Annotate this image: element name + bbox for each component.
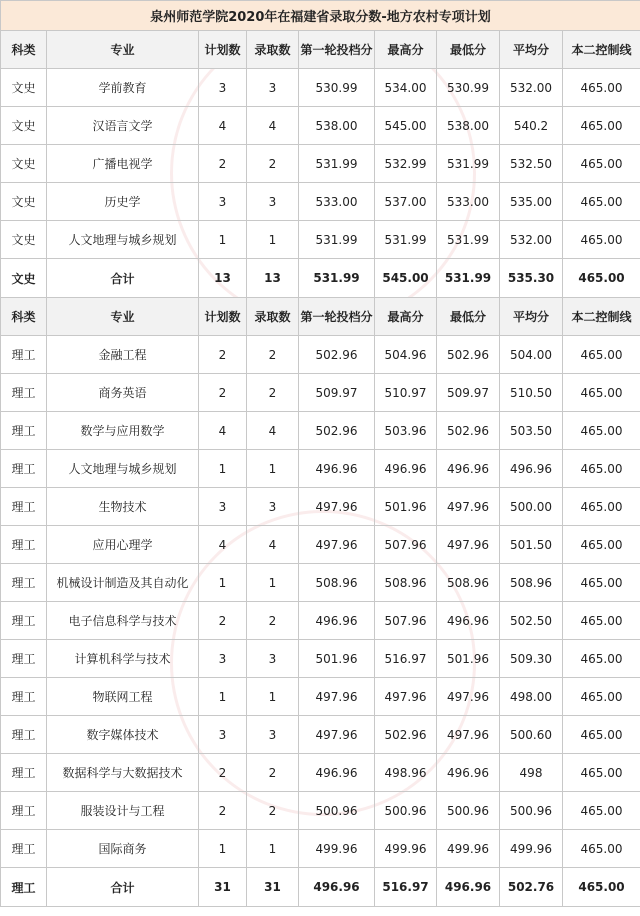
table-cell: 507.96 — [375, 526, 437, 564]
table-cell: 504.00 — [500, 336, 563, 374]
table-cell: 496.96 — [437, 602, 500, 640]
table-row — [1, 488, 640, 526]
table-cell: 510.97 — [375, 374, 437, 412]
table-cell: 497.96 — [299, 526, 375, 564]
table-row — [1, 678, 640, 716]
table-cell: 531.99 — [299, 259, 375, 298]
table-cell: 理工 — [1, 640, 47, 678]
table-cell: 535.30 — [500, 259, 563, 298]
table-cell: 1 — [199, 450, 247, 488]
table-cell: 496.96 — [375, 450, 437, 488]
table-cell: 465.00 — [563, 678, 640, 716]
table-cell: 理工 — [1, 488, 47, 526]
table-row — [1, 336, 640, 374]
table-cell: 496.96 — [299, 868, 375, 907]
table-cell: 497.96 — [437, 488, 500, 526]
table-cell: 504.96 — [375, 336, 437, 374]
table-cell: 文史 — [1, 221, 47, 259]
table-cell: 531.99 — [375, 221, 437, 259]
table-cell: 文史 — [1, 259, 47, 298]
table-cell: 理工 — [1, 336, 47, 374]
table-cell: 501.50 — [500, 526, 563, 564]
table-cell: 500.96 — [375, 792, 437, 830]
table-cell: 501.96 — [437, 640, 500, 678]
column-header: 最高分 — [375, 298, 437, 336]
table-cell: 人文地理与城乡规划 — [47, 221, 199, 259]
table-cell: 502.76 — [500, 868, 563, 907]
table-cell: 理工 — [1, 412, 47, 450]
header-row-ligong — [1, 298, 640, 336]
column-header: 最低分 — [437, 298, 500, 336]
table-row — [1, 602, 640, 640]
table-cell: 理工 — [1, 830, 47, 868]
table-cell: 465.00 — [563, 868, 640, 907]
table-cell: 2 — [199, 602, 247, 640]
table-cell: 1 — [199, 830, 247, 868]
table-cell: 465.00 — [563, 183, 640, 221]
table-cell: 理工 — [1, 450, 47, 488]
table-row — [1, 69, 640, 107]
table-cell: 465.00 — [563, 145, 640, 183]
table-cell: 31 — [199, 868, 247, 907]
table-cell: 509.97 — [299, 374, 375, 412]
table-cell: 498 — [500, 754, 563, 792]
table-cell: 31 — [247, 868, 299, 907]
table-cell: 531.99 — [437, 259, 500, 298]
table-cell: 2 — [199, 145, 247, 183]
table-cell: 1 — [199, 221, 247, 259]
table-cell: 496.96 — [500, 450, 563, 488]
table-cell: 502.96 — [375, 716, 437, 754]
table-cell: 531.99 — [437, 145, 500, 183]
table-row — [1, 792, 640, 830]
table-cell: 499.96 — [299, 830, 375, 868]
table-row — [1, 450, 640, 488]
table-cell: 465.00 — [563, 374, 640, 412]
table-cell: 3 — [199, 640, 247, 678]
table-cell: 465.00 — [563, 412, 640, 450]
table-cell: 538.00 — [299, 107, 375, 145]
table-cell: 商务英语 — [47, 374, 199, 412]
table-cell: 531.99 — [299, 145, 375, 183]
table-cell: 人文地理与城乡规划 — [47, 450, 199, 488]
table-cell: 465.00 — [563, 488, 640, 526]
table-cell: 465.00 — [563, 716, 640, 754]
table-row — [1, 145, 640, 183]
column-header: 科类 — [1, 298, 47, 336]
table-cell: 538.00 — [437, 107, 500, 145]
total-row-wenshi — [1, 259, 640, 298]
table-cell: 540.2 — [500, 107, 563, 145]
table-cell: 4 — [199, 412, 247, 450]
table-row — [1, 526, 640, 564]
table-cell: 502.96 — [437, 336, 500, 374]
table-cell: 应用心理学 — [47, 526, 199, 564]
table-cell: 465.00 — [563, 221, 640, 259]
table-cell: 509.30 — [500, 640, 563, 678]
table-cell: 465.00 — [563, 830, 640, 868]
table-cell: 3 — [247, 640, 299, 678]
table-cell: 508.96 — [375, 564, 437, 602]
table-cell: 500.00 — [500, 488, 563, 526]
table-cell: 4 — [199, 107, 247, 145]
table-row — [1, 754, 640, 792]
table-cell: 理工 — [1, 564, 47, 602]
table-row — [1, 716, 640, 754]
table-row — [1, 221, 640, 259]
table-cell: 2 — [247, 336, 299, 374]
table-cell: 499.96 — [500, 830, 563, 868]
table-cell: 1 — [247, 450, 299, 488]
table-cell: 合计 — [47, 868, 199, 907]
table-title-row — [1, 1, 640, 31]
table-row — [1, 830, 640, 868]
table-cell: 2 — [247, 792, 299, 830]
table-cell: 465.00 — [563, 792, 640, 830]
page-title: 泉州师范学院2020年在福建省录取分数-地方农村专项计划 — [1, 1, 640, 31]
table-cell: 数学与应用数学 — [47, 412, 199, 450]
column-header: 第一轮投档分 — [299, 298, 375, 336]
table-cell: 498.96 — [375, 754, 437, 792]
table-cell: 531.99 — [299, 221, 375, 259]
table-cell: 532.50 — [500, 145, 563, 183]
table-cell: 465.00 — [563, 450, 640, 488]
table-cell: 500.60 — [500, 716, 563, 754]
table-cell: 497.96 — [375, 678, 437, 716]
table-cell: 508.96 — [299, 564, 375, 602]
table-cell: 503.50 — [500, 412, 563, 450]
table-cell: 历史学 — [47, 183, 199, 221]
column-header: 计划数 — [199, 298, 247, 336]
table-cell: 500.96 — [437, 792, 500, 830]
table-cell: 理工 — [1, 374, 47, 412]
table-cell: 3 — [199, 716, 247, 754]
table-cell: 学前教育 — [47, 69, 199, 107]
table-cell: 499.96 — [437, 830, 500, 868]
table-cell: 532.00 — [500, 69, 563, 107]
table-cell: 496.96 — [437, 754, 500, 792]
table-cell: 电子信息科学与技术 — [47, 602, 199, 640]
table-cell: 理工 — [1, 754, 47, 792]
table-row — [1, 107, 640, 145]
table-cell: 508.96 — [437, 564, 500, 602]
table-cell: 理工 — [1, 678, 47, 716]
table-cell: 465.00 — [563, 259, 640, 298]
table-cell: 国际商务 — [47, 830, 199, 868]
column-header: 录取数 — [247, 298, 299, 336]
table-cell: 465.00 — [563, 526, 640, 564]
table-cell: 496.96 — [299, 754, 375, 792]
table-cell: 530.99 — [437, 69, 500, 107]
table-cell: 1 — [247, 564, 299, 602]
table-cell: 1 — [247, 221, 299, 259]
table-cell: 508.96 — [500, 564, 563, 602]
table-cell: 文史 — [1, 69, 47, 107]
table-cell: 501.96 — [299, 640, 375, 678]
table-cell: 4 — [247, 412, 299, 450]
table-cell: 534.00 — [375, 69, 437, 107]
table-cell: 文史 — [1, 145, 47, 183]
table-cell: 533.00 — [299, 183, 375, 221]
table-cell: 广播电视学 — [47, 145, 199, 183]
table-cell: 3 — [199, 69, 247, 107]
table-cell: 文史 — [1, 107, 47, 145]
column-header: 平均分 — [500, 31, 563, 69]
table-cell: 499.96 — [375, 830, 437, 868]
table-cell: 465.00 — [563, 69, 640, 107]
table-cell: 4 — [247, 526, 299, 564]
table-cell: 3 — [199, 488, 247, 526]
table-cell: 537.00 — [375, 183, 437, 221]
table-cell: 2 — [247, 374, 299, 412]
table-cell: 1 — [247, 830, 299, 868]
column-header: 平均分 — [500, 298, 563, 336]
header-row-wenshi — [1, 31, 640, 69]
table-cell: 1 — [199, 564, 247, 602]
table-cell: 数字媒体技术 — [47, 716, 199, 754]
table-cell: 3 — [247, 488, 299, 526]
table-cell: 496.96 — [437, 868, 500, 907]
table-cell: 3 — [247, 69, 299, 107]
table-cell: 545.00 — [375, 259, 437, 298]
table-cell: 509.97 — [437, 374, 500, 412]
table-cell: 516.97 — [375, 640, 437, 678]
column-header: 最低分 — [437, 31, 500, 69]
table-row — [1, 412, 640, 450]
table-cell: 机械设计制造及其自动化 — [47, 564, 199, 602]
column-header: 计划数 — [199, 31, 247, 69]
table-cell: 501.96 — [375, 488, 437, 526]
table-cell: 507.96 — [375, 602, 437, 640]
table-cell: 465.00 — [563, 640, 640, 678]
table-cell: 理工 — [1, 792, 47, 830]
column-header: 录取数 — [247, 31, 299, 69]
table-row — [1, 374, 640, 412]
column-header: 第一轮投档分 — [299, 31, 375, 69]
table-cell: 2 — [199, 754, 247, 792]
table-cell: 530.99 — [299, 69, 375, 107]
table-cell: 497.96 — [299, 716, 375, 754]
table-cell: 535.00 — [500, 183, 563, 221]
table-cell: 3 — [247, 183, 299, 221]
table-cell: 502.96 — [299, 412, 375, 450]
table-cell: 465.00 — [563, 754, 640, 792]
table-cell: 498.00 — [500, 678, 563, 716]
table-cell: 3 — [199, 183, 247, 221]
table-cell: 2 — [199, 792, 247, 830]
column-header: 本二控制线 — [563, 31, 640, 69]
table-cell: 503.96 — [375, 412, 437, 450]
table-cell: 2 — [247, 602, 299, 640]
table-cell: 532.99 — [375, 145, 437, 183]
table-cell: 1 — [199, 678, 247, 716]
table-cell: 理工 — [1, 602, 47, 640]
table-cell: 2 — [199, 336, 247, 374]
table-cell: 502.96 — [299, 336, 375, 374]
table-cell: 13 — [247, 259, 299, 298]
table-cell: 497.96 — [437, 526, 500, 564]
table-cell: 计算机科学与技术 — [47, 640, 199, 678]
column-header: 专业 — [47, 298, 199, 336]
table-cell: 生物技术 — [47, 488, 199, 526]
column-header: 科类 — [1, 31, 47, 69]
table-row — [1, 564, 640, 602]
table-cell: 理工 — [1, 716, 47, 754]
table-cell: 13 — [199, 259, 247, 298]
table-cell: 465.00 — [563, 336, 640, 374]
table-cell: 497.96 — [437, 678, 500, 716]
column-header: 本二控制线 — [563, 298, 640, 336]
table-cell: 496.96 — [437, 450, 500, 488]
table-cell: 533.00 — [437, 183, 500, 221]
table-cell: 510.50 — [500, 374, 563, 412]
table-cell: 497.96 — [299, 488, 375, 526]
table-cell: 2 — [199, 374, 247, 412]
table-row — [1, 183, 640, 221]
table-cell: 理工 — [1, 526, 47, 564]
table-cell: 516.97 — [375, 868, 437, 907]
table-cell: 文史 — [1, 183, 47, 221]
table-cell: 531.99 — [437, 221, 500, 259]
table-cell: 496.96 — [299, 450, 375, 488]
table-cell: 2 — [247, 145, 299, 183]
table-cell: 497.96 — [437, 716, 500, 754]
table-cell: 4 — [247, 107, 299, 145]
table-cell: 465.00 — [563, 564, 640, 602]
column-header: 专业 — [47, 31, 199, 69]
table-cell: 1 — [247, 678, 299, 716]
total-row-ligong — [1, 868, 640, 907]
table-cell: 物联网工程 — [47, 678, 199, 716]
table-row — [1, 640, 640, 678]
table-cell: 金融工程 — [47, 336, 199, 374]
table-cell: 497.96 — [299, 678, 375, 716]
table-cell: 3 — [247, 716, 299, 754]
table-cell: 545.00 — [375, 107, 437, 145]
table-cell: 502.96 — [437, 412, 500, 450]
table-cell: 465.00 — [563, 602, 640, 640]
table-cell: 502.50 — [500, 602, 563, 640]
column-header: 最高分 — [375, 31, 437, 69]
table-cell: 496.96 — [299, 602, 375, 640]
table-cell: 合计 — [47, 259, 199, 298]
table-cell: 465.00 — [563, 107, 640, 145]
table-cell: 532.00 — [500, 221, 563, 259]
table-cell: 4 — [199, 526, 247, 564]
table-cell: 服装设计与工程 — [47, 792, 199, 830]
table-cell: 理工 — [1, 868, 47, 907]
table-cell: 数据科学与大数据技术 — [47, 754, 199, 792]
table-cell: 2 — [247, 754, 299, 792]
table-cell: 汉语言文学 — [47, 107, 199, 145]
table-cell: 500.96 — [500, 792, 563, 830]
table-cell: 500.96 — [299, 792, 375, 830]
